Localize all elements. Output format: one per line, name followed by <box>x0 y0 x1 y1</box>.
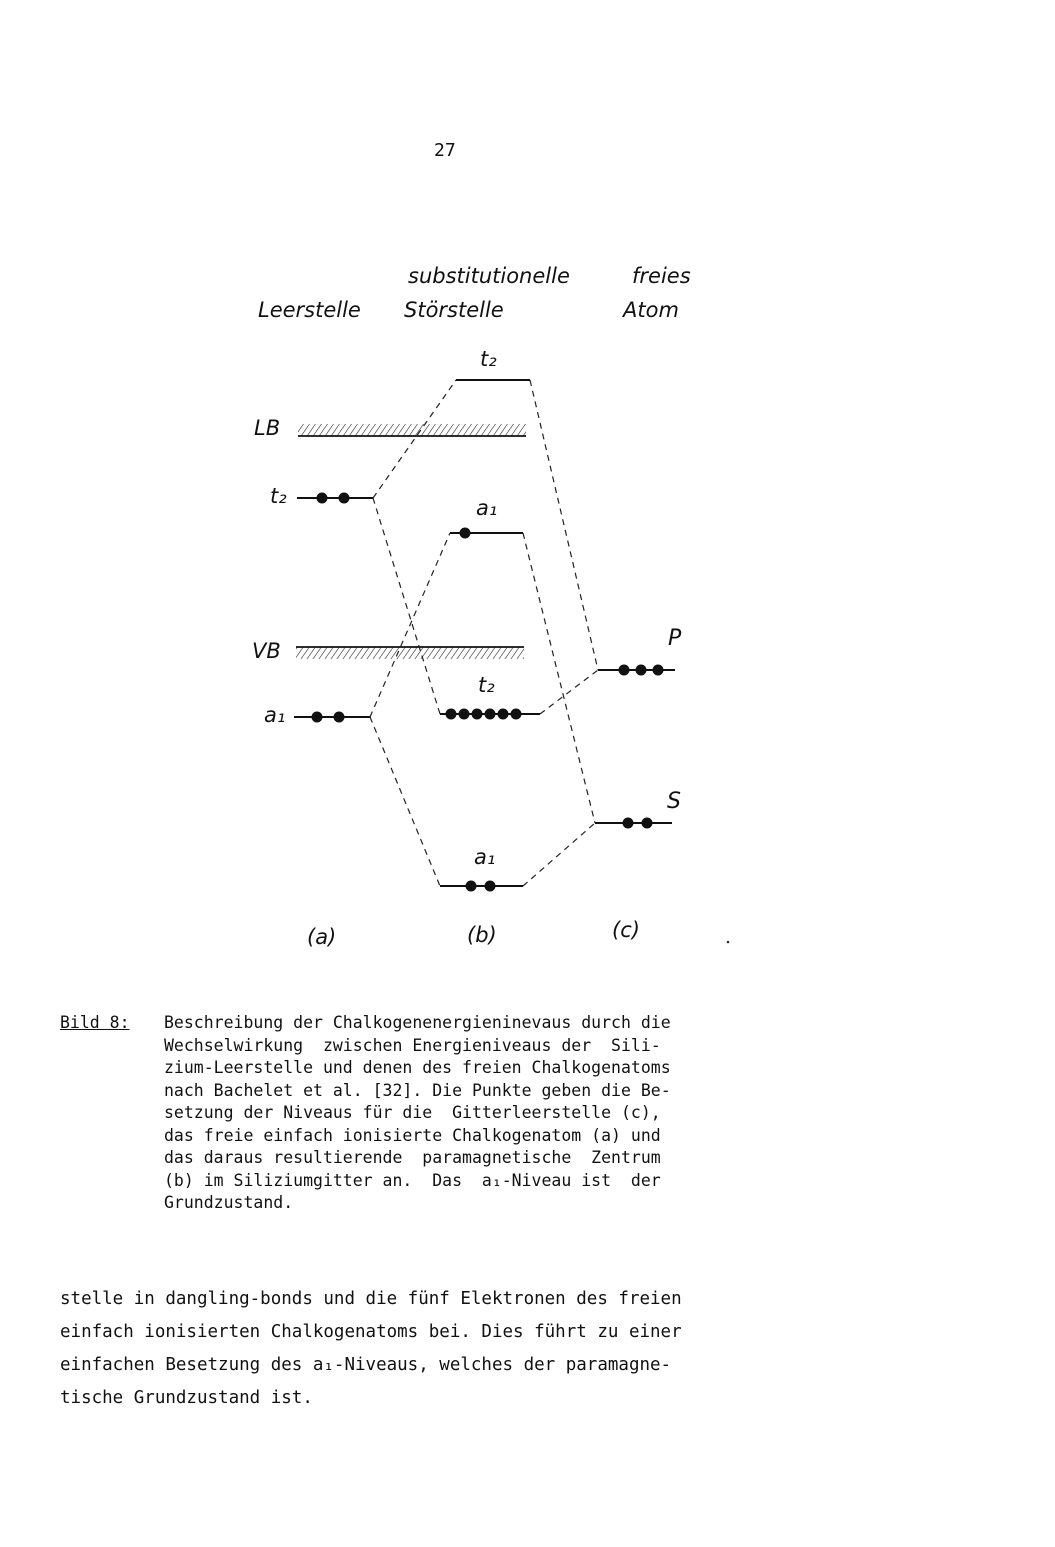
caption-line: (b) im Siliziumgitter an. Das a₁-Niveau ist der <box>164 1170 661 1190</box>
caption-line: zium-Leerstelle und denen des freien Chalkogenatoms <box>164 1058 671 1077</box>
body-line: einfachen Besetzung des a₁-Niveaus, welches der paramagne- <box>60 1355 672 1375</box>
electron-dot <box>317 493 328 504</box>
header-storstelle: Störstelle <box>404 298 504 322</box>
electron-dot <box>485 709 496 720</box>
figure-reference: Bild 8: <box>60 1013 130 1032</box>
electron-dot <box>460 528 471 539</box>
electron-dot <box>334 712 345 723</box>
caption-line: Wechselwirkung zwischen Energieniveaus der Sili- <box>164 1035 661 1055</box>
b-t2-lower-label: t₂ <box>478 673 495 697</box>
electron-dot <box>446 709 457 720</box>
caption-line: das daraus resultierende paramagnetische Zentrum <box>164 1148 661 1167</box>
electron-dot <box>619 665 630 676</box>
vb-label: VB <box>252 639 281 663</box>
electron-dot <box>312 712 323 723</box>
header-substitutionelle: substitutionelle <box>408 264 570 288</box>
electron-dot <box>653 665 664 676</box>
column-label-b: (b) <box>467 923 497 947</box>
valence-band-hatch <box>296 647 524 659</box>
electron-dot <box>623 818 634 829</box>
a-t2-label: t₂ <box>270 484 287 508</box>
a-a1-label: a₁ <box>264 703 286 727</box>
caption-line: das freie einfach ionisierte Chalkogenatom (a) und <box>164 1125 661 1145</box>
caption-line: Grundzustand. <box>164 1193 294 1212</box>
electron-dot <box>459 709 470 720</box>
b-a1-lower-label: a₁ <box>474 845 496 869</box>
body-text <box>60 1283 682 1415</box>
c-p-label: P <box>668 626 682 651</box>
caption-line: nach Bachelet et al. [32]. Die Punkte geben die Be- <box>164 1080 671 1100</box>
caption-line: Beschreibung der Chalkogenenergieninevaus durch die <box>164 1013 671 1032</box>
electron-dot <box>636 665 647 676</box>
electron-dot <box>511 709 522 720</box>
caption-line: setzung der Niveaus für die Gitterleerstelle (c), <box>164 1103 661 1122</box>
column-label-a: (a) <box>307 925 337 949</box>
b-a1-upper-label: a₁ <box>476 496 498 520</box>
connector-lines <box>370 380 598 886</box>
body-line: tische Grundzustand ist. <box>60 1388 313 1408</box>
header-leerstelle: Leerstelle <box>258 298 361 322</box>
conduction-band-hatch <box>298 424 526 436</box>
electron-dot <box>498 709 509 720</box>
page-number: 27 <box>434 140 456 161</box>
electron-dot <box>472 709 483 720</box>
lb-label: LB <box>254 416 281 440</box>
electron-dot <box>466 881 477 892</box>
header-freies: freies <box>632 264 691 288</box>
speck-dot <box>727 941 730 944</box>
electron-dot <box>339 493 350 504</box>
electron-dot <box>485 881 496 892</box>
b-t2-upper-label: t₂ <box>480 347 497 371</box>
electron-dot <box>642 818 653 829</box>
body-line: stelle in dangling-bonds und die fünf Elektronen des freien <box>60 1289 682 1309</box>
header-atom: Atom <box>623 298 679 322</box>
body-line: einfach ionisierten Chalkogenatoms bei. Dies führt zu einer <box>60 1322 682 1342</box>
column-label-c: (c) <box>612 918 640 942</box>
c-s-label: S <box>667 789 681 814</box>
